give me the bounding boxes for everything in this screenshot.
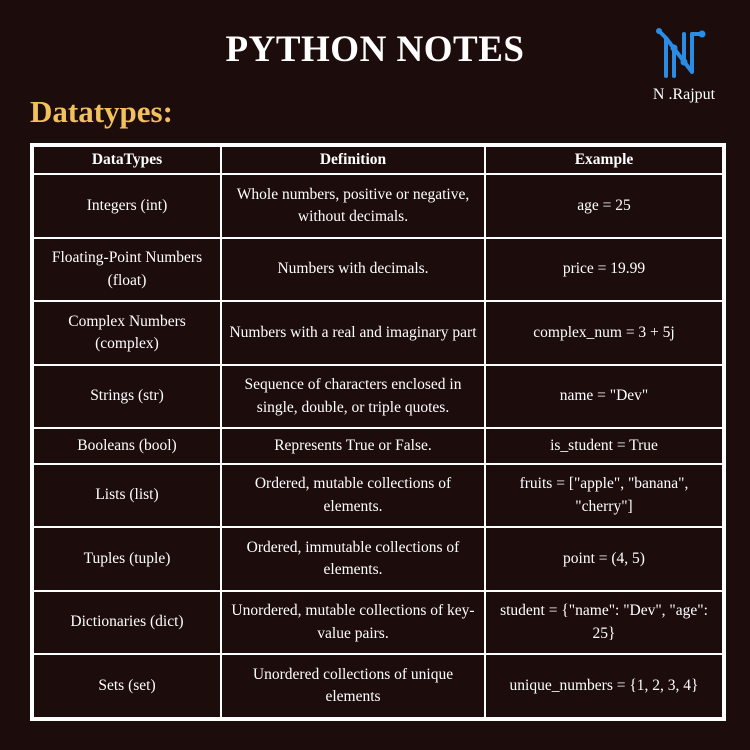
n-monogram-logo-icon: [652, 24, 712, 84]
column-header-definition: Definition: [221, 146, 485, 174]
cell-example: price = 19.99: [485, 238, 723, 302]
cell-example: point = (4, 5): [485, 527, 723, 591]
table-row: [33, 464, 723, 528]
cell-example: is_student = True: [485, 428, 723, 463]
cell-example: unique_numbers = {1, 2, 3, 4}: [485, 654, 723, 718]
section-heading: Datatypes:: [30, 94, 173, 129]
table-row: [33, 591, 723, 655]
cell-type: Strings (str): [33, 365, 221, 429]
table-row: [33, 654, 723, 718]
author-name: N .Rajput: [652, 86, 716, 103]
table-row: [33, 428, 723, 463]
cell-definition: Numbers with a real and imaginary part: [221, 301, 485, 365]
table-row: [33, 527, 723, 591]
cell-example: fruits = ["apple", "banana", "cherry"]: [485, 464, 723, 528]
page-title: PYTHON NOTES: [225, 29, 525, 70]
cell-definition: Numbers with decimals.: [221, 238, 485, 302]
table-header-row: [33, 146, 723, 174]
datatypes-table: [30, 143, 726, 721]
table-row: [33, 238, 723, 302]
cell-definition: Ordered, mutable collections of elements.: [221, 464, 485, 528]
cell-type: Tuples (tuple): [33, 527, 221, 591]
cell-type: Complex Numbers (complex): [33, 301, 221, 365]
column-header-datatypes: DataTypes: [33, 146, 221, 174]
cell-type: Lists (list): [33, 464, 221, 528]
cell-type: Booleans (bool): [33, 428, 221, 463]
cell-definition: Unordered, mutable collections of key-value pairs.: [221, 591, 485, 655]
cell-example: age = 25: [485, 174, 723, 238]
cell-definition: Represents True or False.: [221, 428, 485, 463]
cell-definition: Ordered, immutable collections of elements.: [221, 527, 485, 591]
table-row: [33, 174, 723, 238]
cell-type: Dictionaries (dict): [33, 591, 221, 655]
cell-type: Sets (set): [33, 654, 221, 718]
cell-type: Integers (int): [33, 174, 221, 238]
cell-definition: Sequence of characters enclosed in single, double, or triple quotes.: [221, 365, 485, 429]
table-row: [33, 301, 723, 365]
column-header-example: Example: [485, 146, 723, 174]
table-row: [33, 365, 723, 429]
datatypes-table-container: [30, 143, 720, 721]
cell-example: student = {"name": "Dev", "age": 25}: [485, 591, 723, 655]
cell-type: Floating-Point Numbers (float): [33, 238, 221, 302]
cell-example: name = "Dev": [485, 365, 723, 429]
cell-example: complex_num = 3 + 5j: [485, 301, 723, 365]
cell-definition: Whole numbers, positive or negative, without decimals.: [221, 174, 485, 238]
cell-definition: Unordered collections of unique elements: [221, 654, 485, 718]
